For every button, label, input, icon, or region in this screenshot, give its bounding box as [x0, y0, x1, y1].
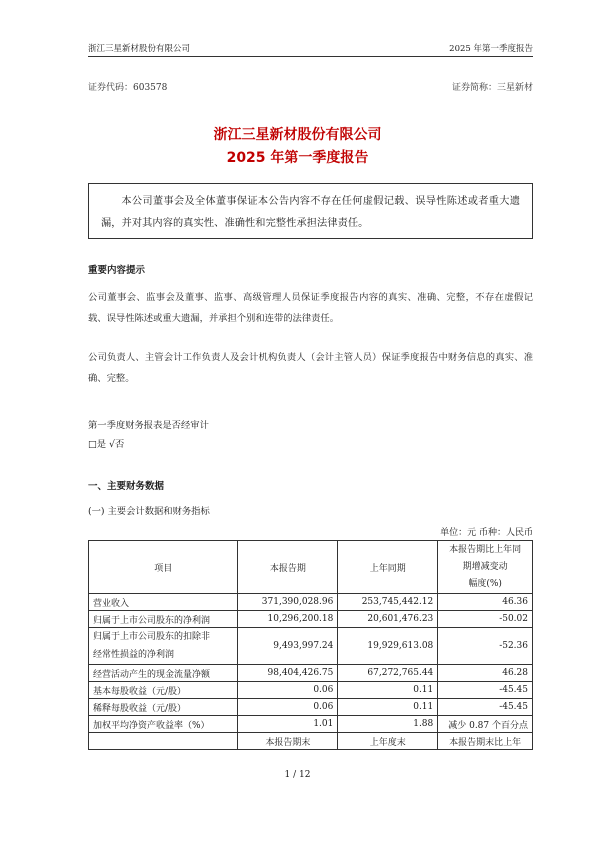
- header-prior: 上年同期: [338, 541, 438, 594]
- row-label: 经营活动产生的现金流量净额: [89, 665, 238, 682]
- row-label: 加权平均净资产收益率（%）: [89, 716, 238, 733]
- table-footer-row: [89, 733, 533, 750]
- title-company: 浙江三星新材股份有限公司: [213, 127, 382, 143]
- table-row: [89, 716, 533, 733]
- footer-blank: [89, 733, 238, 750]
- row-prior: 20,601,476.23: [338, 611, 438, 628]
- table-row: [89, 594, 533, 611]
- header-change-line: 期增减变动: [462, 561, 508, 572]
- header-item: 项目: [89, 541, 238, 594]
- page-header: [88, 40, 533, 57]
- row-change: -50.02: [438, 611, 533, 628]
- title-report: 2025 年第一季度报告: [226, 150, 369, 166]
- table-row: [89, 665, 533, 682]
- unit-label: 单位：元 币种：人民币: [440, 528, 533, 538]
- page-number: 1 / 12: [284, 770, 311, 780]
- table-header-row: [89, 541, 533, 594]
- table-row: [89, 628, 533, 665]
- audit-question: 第一季度财务报表是否经审计: [88, 420, 209, 431]
- row-change: 46.36: [438, 594, 533, 611]
- row-current: 0.06: [238, 699, 338, 716]
- row-label: 归属于上市公司股东的净利润: [89, 611, 238, 628]
- row-current: 1.01: [238, 716, 338, 733]
- row-change: -45.45: [438, 682, 533, 699]
- row-current: 9,493,997.24: [238, 628, 338, 665]
- row-prior: 19,929,613.08: [338, 628, 438, 665]
- row-current: 371,390,028.96: [238, 594, 338, 611]
- key-info-para-2: 公司负责人、主管会计工作负责人及会计机构负责人（会计主管人员）保证季度报告中财务信息的真实、准确、完整。: [88, 352, 533, 384]
- section-heading: 一、主要财务数据: [88, 481, 165, 492]
- row-current: 10,296,200.18: [238, 611, 338, 628]
- stock-abbr: 证券简称：三星新材: [451, 83, 533, 93]
- table-row: [89, 611, 533, 628]
- row-prior: 67,272,765.44: [338, 665, 438, 682]
- row-label-line: 归属于上市公司股东的扣除非: [93, 632, 211, 642]
- header-change-line: 幅度(%): [468, 578, 502, 589]
- header-company: 浙江三星新材股份有限公司: [88, 44, 191, 54]
- audit-answer: □是 √否: [88, 439, 125, 450]
- section-subheading: (一) 主要会计数据和财务指标: [88, 506, 210, 517]
- header-change: [438, 541, 533, 594]
- row-prior: 0.11: [338, 682, 438, 699]
- row-current: 0.06: [238, 682, 338, 699]
- key-info-heading: 重要内容提示: [88, 265, 146, 276]
- financial-table: [88, 540, 533, 750]
- key-info-para-1: 公司董事会、监事会及董事、监事、高级管理人员保证季度报告内容的真实、准确、完整，不存在虚假记载、误导性陈述或重大遗漏，并承担个别和连带的法律责任。: [88, 292, 533, 324]
- row-label: 基本每股收益（元/股）: [89, 682, 238, 699]
- header-report: 2025 年第一季度报告: [449, 44, 533, 54]
- row-prior: 0.11: [338, 699, 438, 716]
- footer-change: 本报告期末比上年: [438, 733, 533, 750]
- row-label: 稀释每股收益（元/股）: [89, 699, 238, 716]
- row-label: 营业收入: [89, 594, 238, 611]
- row-current: 98,404,426.75: [238, 665, 338, 682]
- row-prior: 253,745,442.12: [338, 594, 438, 611]
- header-change-line: 本报告期比上年同: [449, 544, 522, 555]
- stock-code: 证券代码：603578: [88, 83, 168, 93]
- header-current: 本报告期: [238, 541, 338, 594]
- table-row: [89, 699, 533, 716]
- board-notice-box: 本公司董事会及全体董事保证本公告内容不存在任何虚假记载、误导性陈述或者重大遗漏，并对其内容的真实性、准确性和完整性承担法律责任。: [88, 183, 533, 239]
- row-label: [89, 628, 238, 665]
- row-change: -52.36: [438, 628, 533, 665]
- table-row: [89, 682, 533, 699]
- footer-period-end: 本报告期末: [238, 733, 338, 750]
- row-change: -45.45: [438, 699, 533, 716]
- row-change: 减少 0.87 个百分点: [438, 716, 533, 733]
- footer-prior-year-end: 上年度末: [338, 733, 438, 750]
- row-prior: 1.88: [338, 716, 438, 733]
- row-change: 46.28: [438, 665, 533, 682]
- row-label-line: 经常性损益的净利润: [93, 650, 175, 660]
